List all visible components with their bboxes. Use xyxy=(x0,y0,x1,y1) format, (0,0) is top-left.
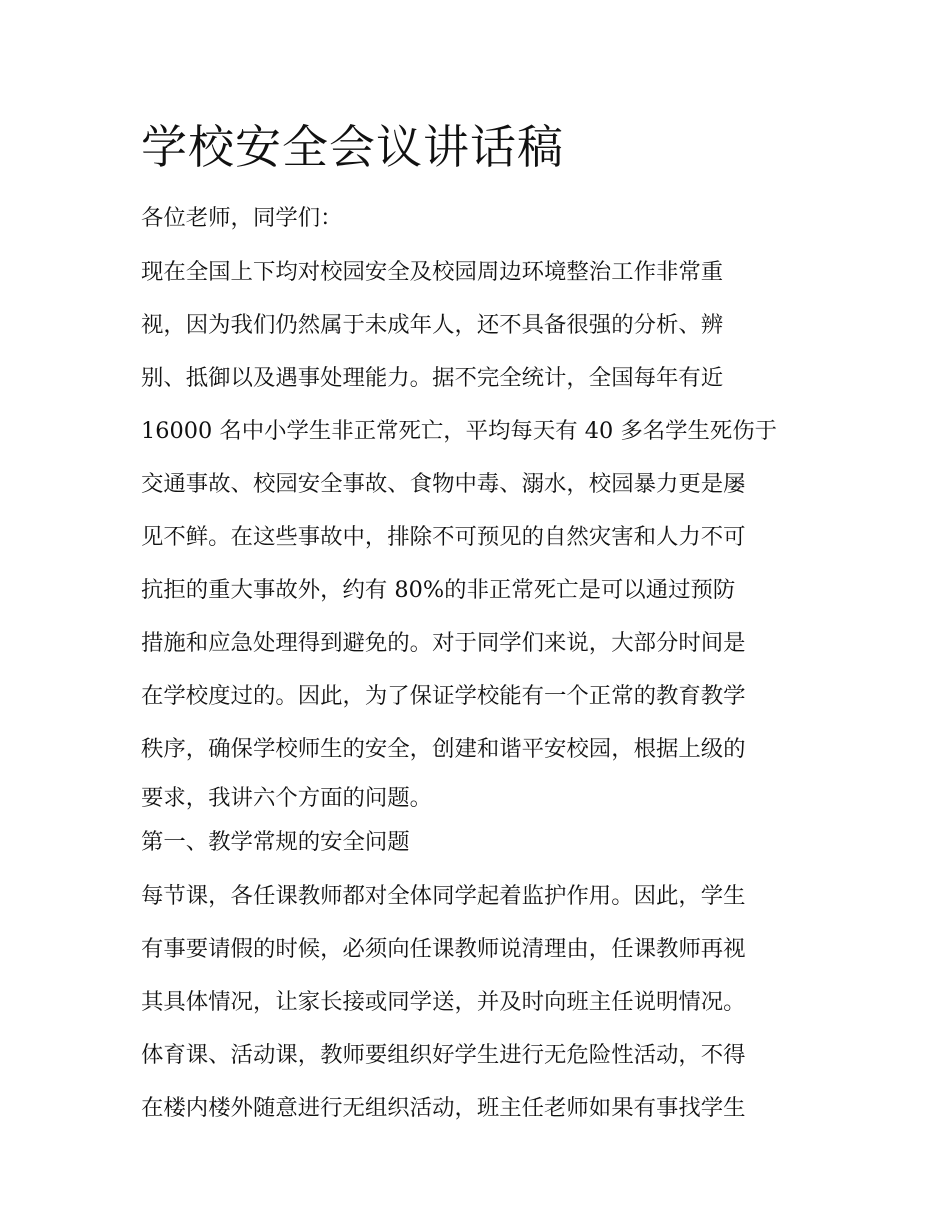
greeting: 各位老师，同学们： xyxy=(141,205,343,231)
paragraph-line: 要求，我讲六个方面的问题。 xyxy=(141,785,433,811)
paragraph-line: 体育课、活动课，教师要组织好学生进行无危险性活动，不得 xyxy=(141,1042,746,1068)
paragraph-line: 视，因为我们仍然属于未成年人，还不具备很强的分析、辨 xyxy=(141,312,724,338)
paragraph-line: 措施和应急处理得到避免的。对于同学们来说，大部分时间是 xyxy=(141,630,746,656)
document-title: 学校安全会议讲话稿 xyxy=(141,120,564,174)
section-heading: 第一、教学常规的安全问题 xyxy=(141,829,410,855)
paragraph-line: 在学校度过的。因此，为了保证学校能有一个正常的教育教学 xyxy=(141,683,746,709)
paragraph-line: 其具体情况，让家长接或同学送，并及时向班主任说明情况。 xyxy=(141,989,746,1015)
paragraph-section1 xyxy=(141,870,813,1135)
paragraph-line: 秩序，确保学校师生的安全，创建和谐平安校园，根据上级的 xyxy=(141,736,746,762)
paragraph-line: 每节课，各任课教师都对全体同学起着监护作用。因此，学生 xyxy=(141,883,746,909)
paragraph-intro xyxy=(141,246,813,820)
document-content xyxy=(141,108,813,1135)
paragraph-line: 有事要请假的时候，必须向任课教师说清理由，任课教师再视 xyxy=(141,936,746,962)
paragraph-line: 交通事故、校园安全事故、食物中毒、溺水，校园暴力更是屡 xyxy=(141,471,746,497)
paragraph-line: 见不鲜。在这些事故中，排除不可预见的自然灾害和人力不可 xyxy=(141,524,746,550)
paragraph-line: 在楼内楼外随意进行无组织活动，班主任老师如果有事找学生 xyxy=(141,1095,746,1121)
paragraph-line: 现在全国上下均对校园安全及校园周边环境整治工作非常重 xyxy=(141,259,724,285)
paragraph-line: 16000 名中小学生非正常死亡，平均每天有 40 多名学生死伤于 xyxy=(141,418,778,444)
paragraph-line: 抗拒的重大事故外，约有 80%的非正常死亡是可以通过预防 xyxy=(141,577,736,603)
paragraph-line: 别、抵御以及遇事处理能力。据不完全统计，全国每年有近 xyxy=(141,365,724,391)
